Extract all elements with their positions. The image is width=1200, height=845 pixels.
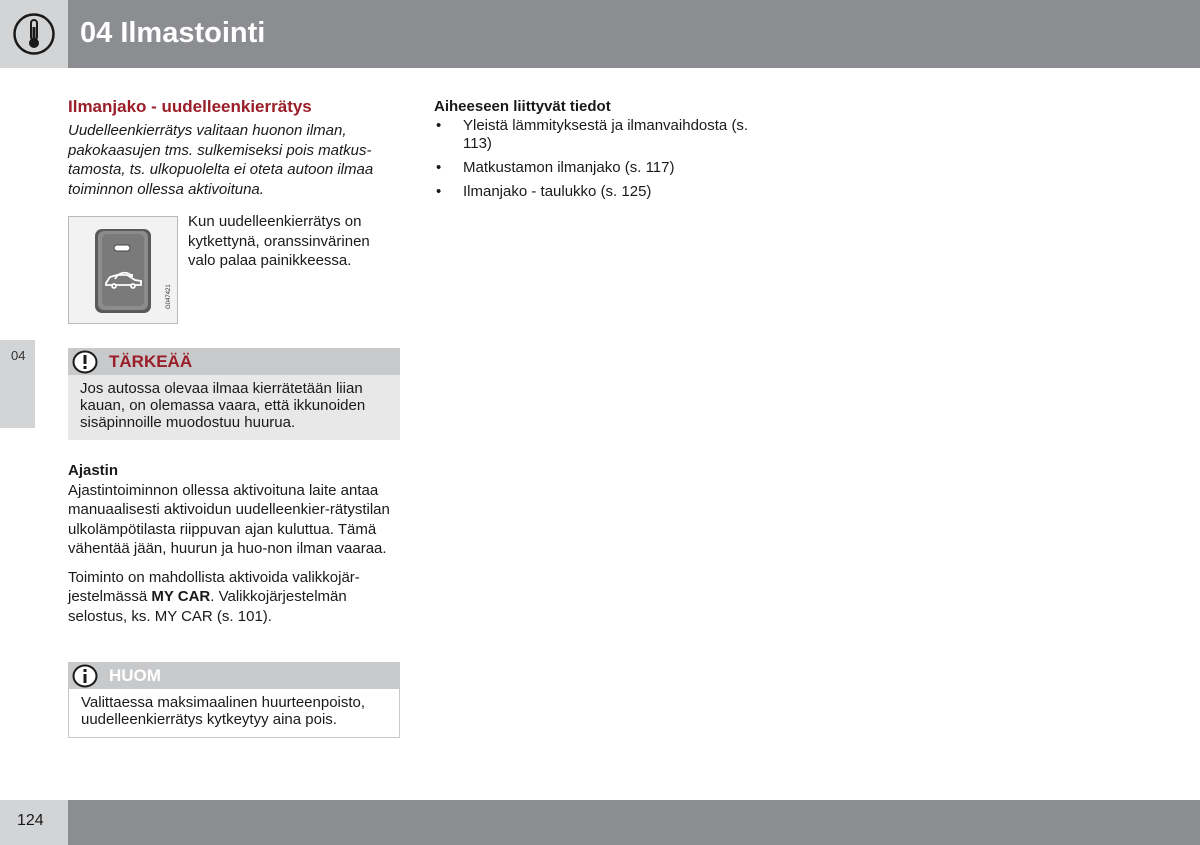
warning-box (68, 348, 400, 440)
header-icon-box (0, 0, 68, 68)
my-car-term: MY CAR (151, 588, 211, 605)
related-link[interactable]: Ilmanjako - taulukko (s. 125) (463, 182, 652, 200)
note-box (68, 662, 400, 738)
section-heading: Ilmanjako - uudelleenkierrätys (68, 97, 312, 116)
warning-text: Jos autossa olevaa ilmaa kierrätetään liian kauan, on olemassa vaara, että ikkunoiden sisäpinnoille muodostuu huurua. (68, 375, 400, 440)
list-item (434, 117, 774, 153)
note-header (68, 662, 400, 689)
warning-header (68, 348, 400, 375)
info-icon (72, 664, 98, 688)
note-text: Valittaessa maksimaalinen huurteenpoisto, uudelleenkierrätys kytkeytyy aina pois. (68, 689, 400, 738)
timer-paragraph-2-suffix: . Valikkojärjestelmän selostus, ks. MY CAR (s. 101). (68, 588, 347, 625)
bullet: • (436, 116, 442, 134)
related-link[interactable]: Yleistä lämmityksestä ja ilmanvaihdosta (s. 113) (463, 116, 749, 152)
figure-row (68, 213, 400, 328)
figure-caption: Kun uudelleenkierrätys on kytkettynä, oranssinvärinen valo palaa painikkeessa. (188, 213, 370, 269)
main-column (68, 96, 400, 328)
page-number: 124 (17, 812, 44, 829)
footer-page-box (0, 800, 68, 845)
chapter-tab (0, 340, 35, 428)
bullet: • (436, 182, 442, 200)
related-heading: Aiheeseen liittyvät tiedot (434, 98, 611, 115)
related-info (434, 97, 774, 207)
figure-code: G047421 (166, 284, 172, 309)
thermometer-icon (13, 13, 55, 55)
timer-heading: Ajastin (68, 462, 119, 479)
recirculation-button-figure (68, 216, 178, 324)
timer-paragraph-1: Ajastintoiminnon ollessa aktivoituna laite antaa manuaalisesti aktivoidun uudelleenkier-rätystilan ulkolämpötilasta riippuvan ajan kuluttua. Tämä vähentää jään, huurun ja huo-non ilman vaaraa. (68, 481, 390, 557)
recirculation-button-illustration (69, 217, 177, 323)
warning-exclamation-icon (72, 350, 98, 374)
related-link[interactable]: Matkustamon ilmanjako (s. 117) (463, 158, 675, 176)
chapter-title: 04 Ilmastointi (80, 17, 266, 49)
warning-title: TÄRKEÄÄ (109, 352, 193, 371)
note-title: HUOM (109, 666, 161, 685)
list-item (434, 159, 774, 177)
section-intro: Uudelleenkierrätys valitaan huonon ilman, pakokaasujen tms. sulkemiseksi pois matkus-tamosta, ts. ulkopuolelta ei oteta autoon ilmaa toiminnon ollessa aktivoituna. (68, 122, 374, 198)
footer-bar (68, 800, 1200, 845)
timer-paragraph-2-prefix: Toiminto on mahdollista aktivoida valikkojär-jestelmässä (68, 568, 360, 605)
chapter-tab-label: 04 (11, 348, 26, 363)
timer-paragraph-2 (68, 568, 400, 627)
timer-section (68, 461, 400, 626)
bullet: • (436, 158, 442, 176)
list-item (434, 183, 774, 201)
related-list (434, 117, 774, 201)
